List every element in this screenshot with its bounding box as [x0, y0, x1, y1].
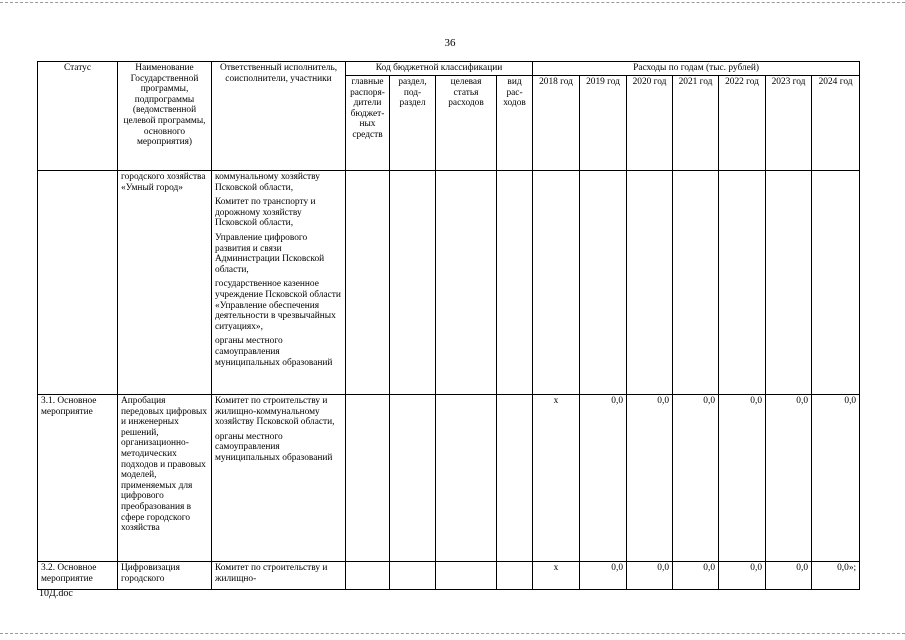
value-2021: 0,0: [673, 562, 719, 590]
code-kind-cell: [497, 171, 533, 395]
value-2023: 0,0: [766, 395, 812, 562]
row-name: Цифровизация городского: [118, 562, 212, 590]
value-2019: [580, 171, 627, 395]
header-status: Статус: [38, 62, 118, 171]
row-responsible: [212, 395, 346, 562]
code-section-cell: [390, 562, 436, 590]
value-2019: 0,0: [580, 395, 627, 562]
page-number: 36: [444, 37, 456, 49]
responsible-entry: Комитет по строительству и жилищно-коммунальному хозяйству Псковской области,: [215, 396, 335, 428]
scan-edge-bottom: [0, 633, 905, 634]
code-kind-cell: [497, 395, 533, 562]
table-row: [38, 562, 860, 590]
header-year-2020: 2020 год: [627, 76, 673, 171]
value-2024: 0,0»;: [812, 562, 860, 590]
header-year-2024: 2024 год: [812, 76, 860, 171]
value-2022: 0,0: [719, 395, 766, 562]
value-2020: [627, 171, 673, 395]
header-year-2023: 2023 год: [766, 76, 812, 171]
responsible-entry: Управление цифрового развития и связи Администрации Псковской области,: [215, 232, 325, 275]
code-main-cell: [346, 171, 390, 395]
responsible-entry: Комитет по транспорту и дорожному хозяйству Псковской области,: [215, 197, 316, 229]
responsible-entry: органы местного самоуправления муниципальных образований: [215, 431, 333, 463]
code-kind-cell: [497, 562, 533, 590]
row-status: [38, 171, 118, 395]
budget-table: [37, 61, 860, 590]
code-target-cell: [436, 395, 497, 562]
value-2018: [533, 171, 580, 395]
header-name: Наименование Государственной программы, подпрограммы (ведомственной целевой программы, основного мероприятия): [118, 62, 212, 171]
row-status: 3.1. Основное мероприятие: [38, 395, 118, 562]
row-status: 3.2. Основное мероприятие: [38, 562, 118, 590]
value-2023: 0,0: [766, 562, 812, 590]
responsible-entry: Комитет по строительству и жилищно-: [215, 563, 328, 584]
header-year-2018: 2018 год: [533, 76, 580, 171]
value-2023: [766, 171, 812, 395]
header-code-kind: вид рас-ходов: [497, 76, 533, 171]
row-responsible: [212, 171, 346, 395]
code-target-cell: [436, 171, 497, 395]
row-name: Апробация передовых цифровых и инженерных решений, организационно-методических подходов и правовых моделей, применяемых для цифрового преобразования в сфере городского хозяйства: [118, 395, 212, 562]
table-row: [38, 395, 860, 562]
row-responsible: [212, 562, 346, 590]
scan-edge-top: [0, 2, 905, 3]
value-2018: х: [533, 395, 580, 562]
value-2020: 0,0: [627, 395, 673, 562]
header-expenses: Расходы по годам (тыс. рублей): [533, 62, 860, 76]
header-code-main: главные распоря-дители бюджет-ных средств: [346, 76, 390, 171]
value-2021: 0,0: [673, 395, 719, 562]
value-2022: 0,0: [719, 562, 766, 590]
row-name: городского хозяйства «Умный город»: [118, 171, 212, 395]
header-responsible: Ответственный исполнитель, соисполнители, участники: [212, 62, 346, 171]
code-target-cell: [436, 562, 497, 590]
responsible-entry: коммунальному хозяйству Псковской области,: [215, 172, 320, 193]
header-year-2021: 2021 год: [673, 76, 719, 171]
header-year-2022: 2022 год: [719, 76, 766, 171]
value-2024: [812, 171, 860, 395]
value-2022: [719, 171, 766, 395]
code-main-cell: [346, 395, 390, 562]
value-2018: х: [533, 562, 580, 590]
responsible-entry: государственное казенное учреждение Псковской области «Управление обеспечения деятельности в чрезвычайных ситуациях»,: [215, 279, 341, 332]
header-budget-code: Код бюджетной классификации: [346, 62, 533, 76]
header-year-2019: 2019 год: [580, 76, 627, 171]
value-2019: 0,0: [580, 562, 627, 590]
code-section-cell: [390, 171, 436, 395]
header-code-target: целевая статья расходов: [436, 76, 497, 171]
header-row-1: [38, 62, 860, 76]
value-2024: 0,0: [812, 395, 860, 562]
code-section-cell: [390, 395, 436, 562]
code-main-cell: [346, 562, 390, 590]
file-name-footer: 10Д.doc: [39, 588, 73, 599]
table-row: [38, 171, 860, 395]
header-code-section: раздел, под-раздел: [390, 76, 436, 171]
value-2020: 0,0: [627, 562, 673, 590]
responsible-entry: органы местного самоуправления муниципальных образований: [215, 336, 333, 368]
value-2021: [673, 171, 719, 395]
